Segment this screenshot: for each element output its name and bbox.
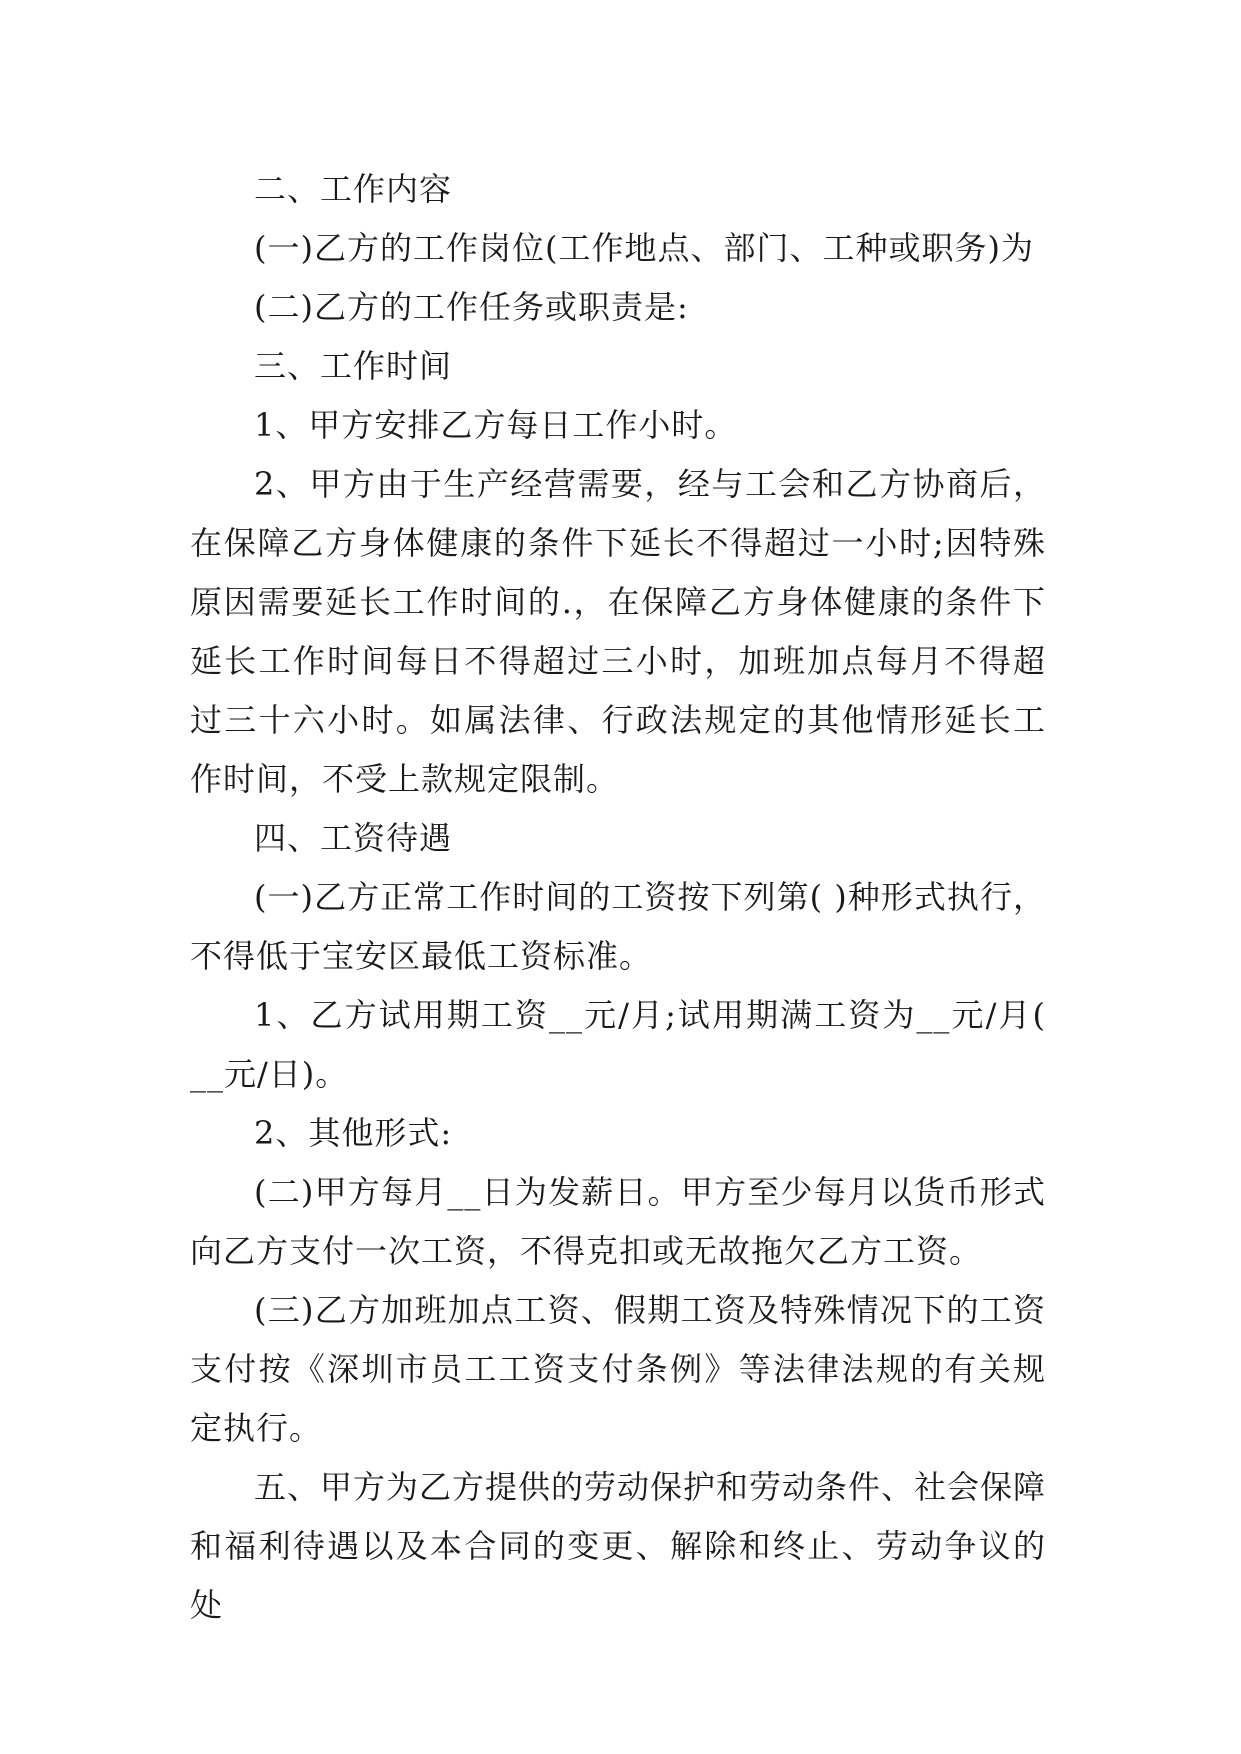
- paragraph-protection-welfare: 五、甲方为乙方提供的劳动保护和劳动条件、社会保障和福利待遇以及本合同的变更、解除和终止、劳动争议的处: [190, 1468, 1047, 1624]
- paragraph-job-duties: (二)乙方的工作任务或职责是:: [254, 288, 689, 326]
- paragraph-other-forms: 2、其他形式:: [254, 1114, 453, 1152]
- paragraph-payday: (二)甲方每月__日为发薪日。甲方至少每月以货币形式向乙方支付一次工资，不得克扣或无故拖欠乙方工资。: [190, 1173, 1046, 1270]
- section-heading-work-content: 二、工作内容: [254, 170, 453, 208]
- paragraph-wage-form: (一)乙方正常工作时间的工资按下列第( )种形式执行，不得低于宝安区最低工资标准。: [190, 878, 1046, 975]
- paragraph-probation-wage: 1、乙方试用期工资__元/月;试用期满工资为__元/月( __元/日)。: [190, 996, 1046, 1093]
- paragraph-daily-hours: 1、甲方安排乙方每日工作小时。: [254, 406, 738, 444]
- paragraph-job-position: (一)乙方的工作岗位(工作地点、部门、工种或职务)为: [254, 229, 1034, 267]
- section-heading-work-time: 三、工作时间: [254, 347, 453, 385]
- paragraph-overtime: 2、甲方由于生产经营需要，经与工会和乙方协商后，在保障乙方身体健康的条件下延长不得超过一小时;因特殊原因需要延长工作时间的.，在保障乙方身体健康的条件下延长工作时间每日不得超过三小时，加班加点每月不得超过三十六小时。如属法律、行政法规定的其他情形延长工作时间，不受上款规定限制。: [190, 465, 1046, 798]
- paragraph-overtime-pay: (三)乙方加班加点工资、假期工资及特殊情况下的工资支付按《深圳市员工工资支付条例》等法律法规的有关规定执行。: [190, 1291, 1046, 1447]
- section-heading-wages: 四、工资待遇: [254, 819, 453, 857]
- document-body: [190, 160, 1046, 1635]
